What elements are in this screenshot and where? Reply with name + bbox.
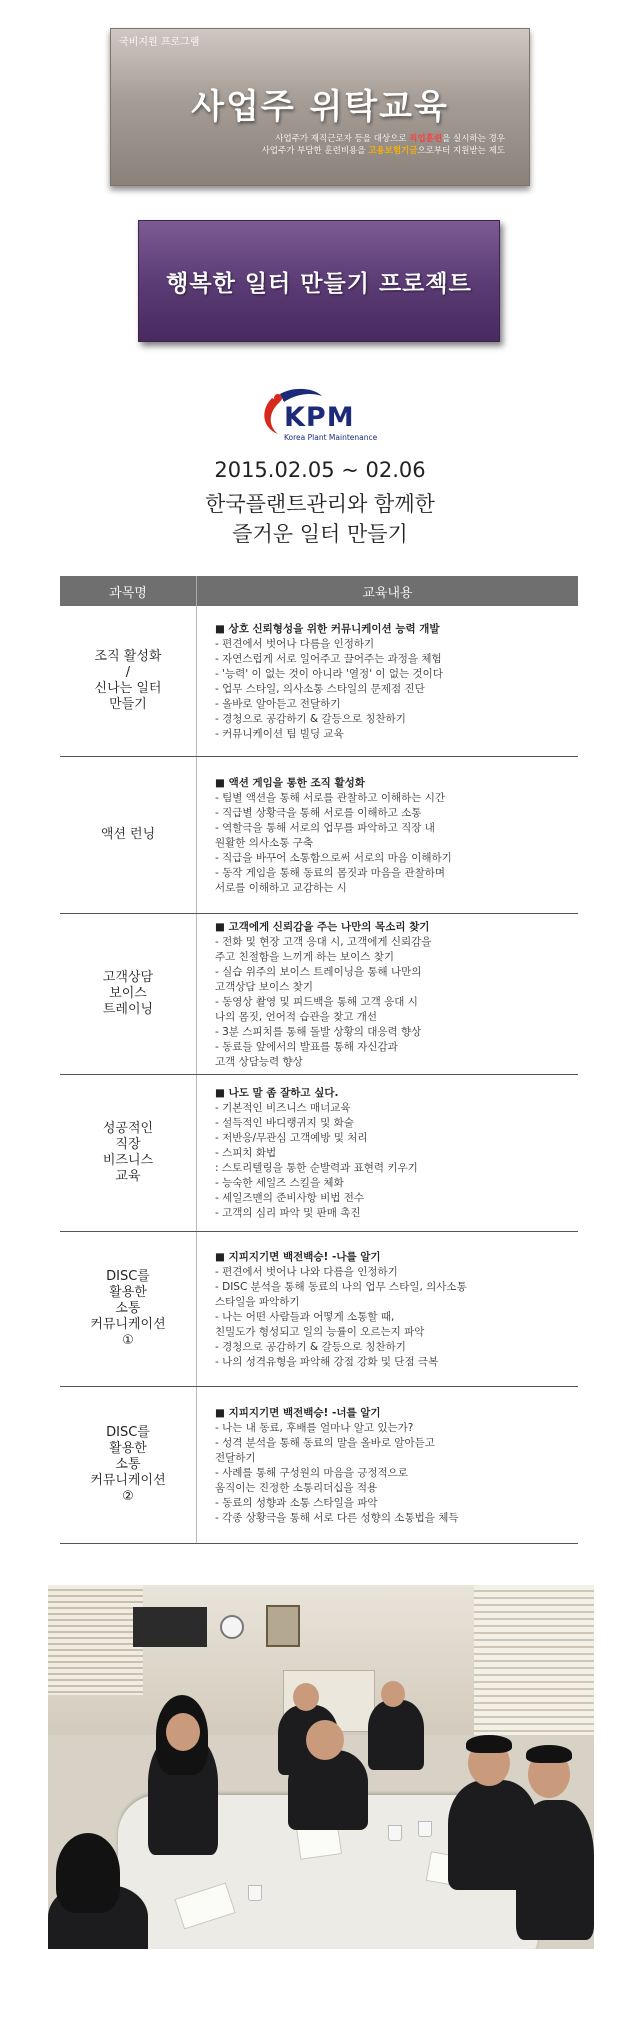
- photo-window-blinds: [474, 1585, 594, 1735]
- kpm-logo-subtitle: Korea Plant Maintenance: [284, 433, 378, 442]
- table-row: [60, 1075, 578, 1232]
- row-heading: ■ 상호 신뢰형성을 위한 커뮤니케이션 능력 개발: [215, 622, 440, 635]
- row-item: - '능력' 이 없는 것이 아니라 '열정' 이 없는 것이다: [215, 667, 443, 680]
- table-row: [60, 1387, 578, 1544]
- banner-desc-highlight-2: 고용보험기금: [368, 146, 418, 156]
- photo-person-center: [288, 1750, 368, 1830]
- row-item: - 커뮤니케이션 팀 빌딩 교육: [215, 727, 344, 740]
- row-item: - 나의 성격유형을 파악해 강점 강화 및 단점 극복: [215, 1355, 439, 1368]
- row-item: - 동료의 성향과 소통 스타일을 파악: [215, 1496, 378, 1509]
- photo-person-far-right: [516, 1800, 594, 1940]
- banner-desc-line2-a: 사업주가 부담한 훈련비용을: [261, 146, 369, 156]
- row-heading: ■ 고객에게 신뢰감을 주는 나만의 목소리 찾기: [215, 920, 430, 933]
- row-item: - 전화 및 현장 고객 응대 시, 고객에게 신뢰감을 주고 친절함을 느끼게 하는 보이스 찾기: [215, 935, 432, 963]
- row-item: - 직급별 상황극을 통해 서로를 이해하고 소통: [215, 806, 422, 819]
- row-item: - 나는 어떤 사람들과 어떻게 소통할 때, 친밀도가 형성되고 일의 능률이 오르는지 파악: [215, 1310, 425, 1338]
- row-subject: DISC를 활용한 소통 커뮤니케이션 ②: [60, 1387, 197, 1543]
- row-item: - 편견에서 벗어나 나와 다름을 인정하기: [215, 1265, 398, 1278]
- curriculum-table: [60, 576, 578, 1544]
- row-item: - 각종 상황극을 통해 서로 다른 성향의 소통법을 체득: [215, 1511, 459, 1524]
- kpm-logo: [258, 384, 390, 444]
- row-content: [197, 914, 578, 1074]
- row-item: - 팀별 액션을 통해 서로를 관찰하고 이해하는 시간: [215, 791, 446, 804]
- row-item: - 저반응/무관심 고객예방 및 처리: [215, 1132, 368, 1144]
- photo-cup: [248, 1885, 262, 1901]
- row-heading: ■ 액션 게임을 통한 조직 활성화: [215, 776, 365, 789]
- row-item: - 동영상 촬영 및 피드백을 통해 고객 응대 시 나의 몸짓, 언어적 습관을 찾고 개선: [215, 995, 418, 1023]
- row-item: - 편견에서 벗어나 다름을 인정하기: [215, 637, 375, 650]
- row-subject: DISC를 활용한 소통 커뮤니케이션 ①: [60, 1232, 197, 1386]
- photo-picture-frame: [266, 1605, 300, 1647]
- photo-person-back-right-head: [381, 1681, 405, 1707]
- row-heading: ■ 지피지기면 백전백승! -나를 알기: [215, 1250, 381, 1263]
- photo-person-front-left-hair: [56, 1833, 120, 1913]
- row-content: [197, 757, 578, 913]
- row-item: - 자연스럽게 서로 일어주고 끌어주는 과정을 체험: [215, 652, 442, 665]
- project-title-box: [138, 220, 500, 342]
- banner-desc-line2-b: 으로부터 지원받는 제도: [417, 146, 505, 156]
- row-item: - 나는 내 동료, 후배를 얼마나 알고 있는가?: [215, 1421, 414, 1434]
- banner-title: 사업주 위탁교육: [191, 87, 449, 127]
- table-header: [60, 576, 578, 606]
- row-item: - 동작 게임을 통해 동료의 몸짓과 마음을 관찰하며 서로를 이해하고 교감하는 시: [215, 866, 446, 894]
- row-subject: 조직 활성화 / 신나는 일터 만들기: [60, 606, 197, 756]
- photo-cup: [388, 1825, 402, 1841]
- row-item: - 기본적인 비즈니스 매너교육: [215, 1102, 351, 1114]
- table-row: [60, 1232, 578, 1387]
- row-content: [197, 606, 578, 756]
- photo-person-center-head: [306, 1720, 344, 1760]
- row-heading: ■ 나도 말 좀 잘하고 싶다.: [215, 1087, 339, 1099]
- row-subject: 성공적인 직장 비즈니스 교육: [60, 1075, 197, 1231]
- table-row: [60, 914, 578, 1075]
- row-content: [197, 1075, 578, 1231]
- table-row: [60, 606, 578, 757]
- row-item: - DISC 분석을 통해 동료의 나의 업무 스타일, 의사소통 스타일을 파악하기: [215, 1280, 467, 1308]
- photo-tv: [133, 1607, 207, 1647]
- event-date: 2015.02.05 ~ 02.06: [214, 458, 426, 482]
- photo-person-woman-left-head: [166, 1713, 200, 1751]
- row-item: - 능숙한 세일즈 스킬을 체화: [215, 1177, 344, 1189]
- row-item: - 설득적인 바디랭귀지 및 화술: [215, 1117, 354, 1129]
- row-item: - 직급을 바꾸어 소통함으로써 서로의 마음 이해하기: [215, 851, 452, 864]
- kpm-logo-text: KPM: [284, 402, 355, 433]
- photo-person-back-head: [293, 1683, 319, 1711]
- banner-description: [245, 133, 505, 157]
- row-content: [197, 1387, 578, 1543]
- row-item: : 스토리텔링을 통한 순발력과 표현력 키우기: [215, 1162, 418, 1174]
- table-row: [60, 757, 578, 914]
- photo-person-right-hair: [466, 1735, 512, 1753]
- banner-desc-line1-a: 사업주가 재직근로자 등을 대상으로: [275, 134, 410, 144]
- header-subject: 과목명: [60, 576, 197, 606]
- row-subject: 고객상담 보이스 트레이닝: [60, 914, 197, 1074]
- row-subject: 액션 런닝: [60, 757, 197, 913]
- row-item: - 경청으로 공감하기 & 갈등으로 칭찬하기: [215, 712, 406, 725]
- row-item: - 3분 스피치를 통해 돌발 상황의 대응력 향상: [215, 1025, 422, 1038]
- header-content: 교육내용: [362, 585, 413, 601]
- row-item: - 올바로 알아듣고 전달하기: [215, 697, 341, 710]
- row-item: - 역할극을 통해 서로의 업무를 파악하고 직장 내 원활한 의사소통 구축: [215, 821, 435, 849]
- row-item: - 동료들 앞에서의 발표를 통해 자신감과 고객 상담능력 향상: [215, 1040, 398, 1068]
- row-item: - 세일즈맨의 준비사항 비법 전수: [215, 1192, 364, 1204]
- row-item: - 성격 분석을 통해 동료의 말을 올바로 알아듣고 전달하기: [215, 1436, 435, 1464]
- event-title-line1: 한국플랜트관리와 함께한: [205, 492, 435, 516]
- event-title-line2: 즐거운 일터 만들기: [232, 522, 408, 546]
- row-content: [197, 1232, 578, 1386]
- row-item: - 사례를 통해 구성원의 마음을 긍정적으로 움직이는 진정한 소통리더십을 적용: [215, 1466, 408, 1494]
- photo-clock: [220, 1615, 244, 1639]
- row-item: - 경청으로 공감하기 & 갈등으로 칭찬하기: [215, 1340, 406, 1353]
- workshop-photo: [48, 1585, 594, 1949]
- row-item: - 업무 스타일, 의사소통 스타일의 문제점 진단: [215, 682, 425, 695]
- row-item: - 고객의 심리 파악 및 판매 촉진: [215, 1207, 361, 1219]
- photo-blinds-left: [48, 1585, 143, 1695]
- row-item: - 스피치 화법: [215, 1147, 277, 1159]
- banner-desc-highlight-1: 직업훈련: [409, 134, 443, 144]
- row-heading: ■ 지피지기면 백전백승! -너를 알기: [215, 1406, 381, 1419]
- photo-person-far-right-hair: [526, 1745, 572, 1763]
- banner-tag: 국비지원 프로그램: [119, 37, 200, 48]
- project-title: 행복한 일터 만들기 프로젝트: [166, 270, 472, 297]
- photo-cup: [418, 1821, 432, 1837]
- program-banner: [110, 28, 530, 186]
- photo-person-back-right: [368, 1700, 424, 1770]
- banner-desc-line1-b: 을 실시하는 경우: [442, 134, 505, 144]
- row-item: - 실습 위주의 보이스 트레이닝을 통해 나만의 고객상담 보이스 찾기: [215, 965, 422, 993]
